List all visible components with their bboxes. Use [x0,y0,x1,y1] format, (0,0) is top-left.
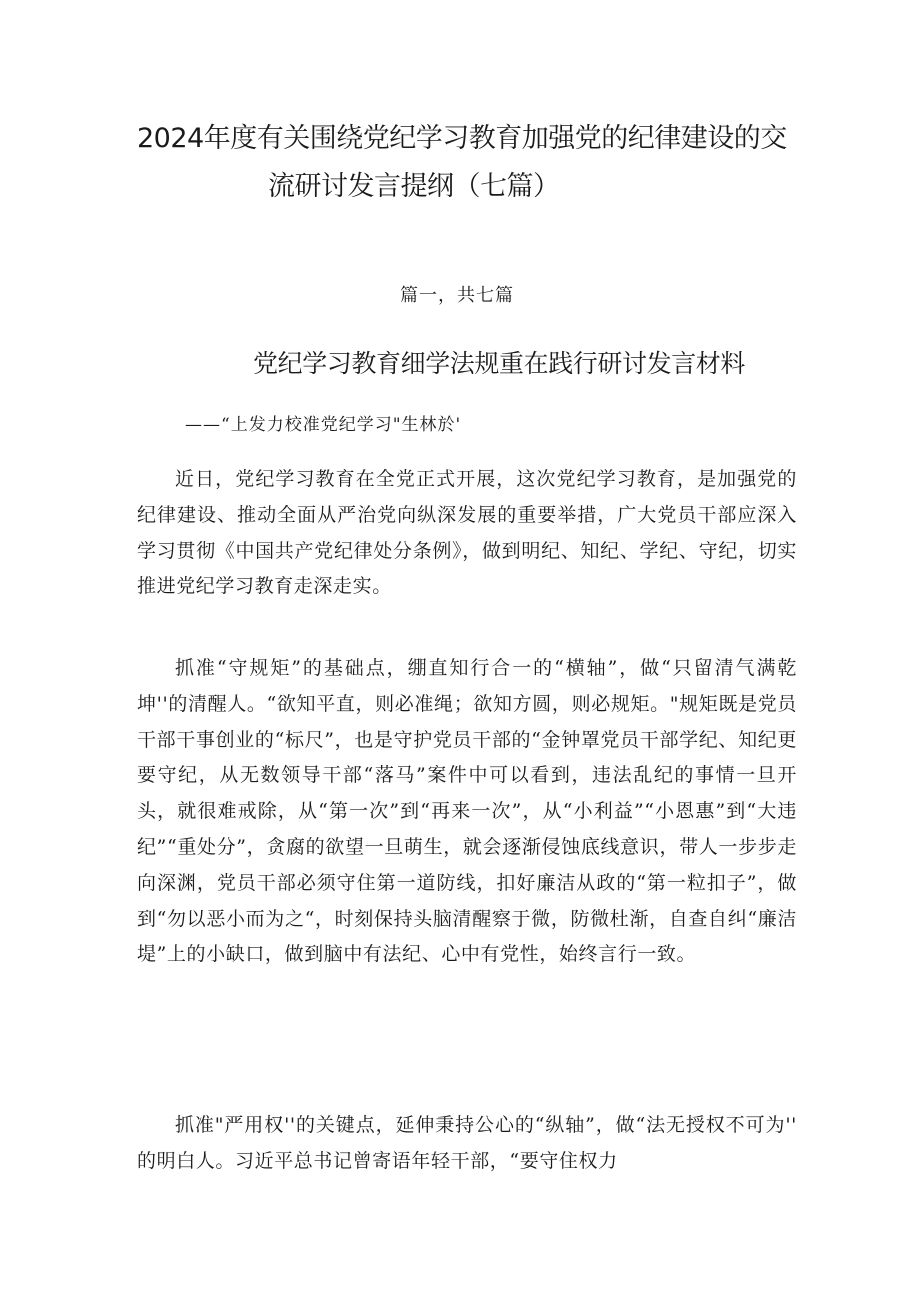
document-title-line-2: 流研讨发言提纲（七篇） [268,171,560,202]
body-paragraph-3: 抓准"严用权''的关键点，延伸秉持公心的“纵轴”，做“法无授权不可为'' 的明白人。习近平总书记曾寄语年轻干部，“要守住权力 [137,1114,797,1172]
body-paragraph-2: 抓准“守规矩”的基础点，绷直知行合一的“横轴”，做“只留清气满乾坤''的清醒人。“欲知平直，则必准绳；欲知方圆，则必规矩。"规矩既是党员干部干事创业的“标尺”，也是守护党员干部的“金钟罩党员干部学纪、知纪更要守纪，从无数领导干部“落马”案件中可以看到，违法乱纪的事情一旦开头，就很难戒除，从“第一次”到“再来一次”，从“小利益”“小恩惠”到“大违纪”“重处分”，贪腐的欲望一旦萌生，就会逐渐侵蚀底线意识，带人一步步走向深渊，党员干部必须守住第一道防线，扣好廉洁从政的“第一粒扣子”，做到“勿以恶小而为之“，时刻保持头脑清醒察于微，防微杜渐，自查自纠“廉洁堤”上的小缺口，做到脑中有法纪、心中有党性，始终言行一致。 [137,657,797,966]
section-label: 篇一，共七篇 [400,285,514,306]
document-title-line-1: 2024年度有关围绕党纪学习教育加强党的纪律建设的交 [137,123,787,154]
byline: ——“上发力校准党纪学习"生林於' [185,415,462,435]
body-paragraph-1: 近日，党纪学习教育在全党正式开展，这次党纪学习教育，是加强党的纪律建设、推动全面从严治党向纵深发展的重要举措，广大党员干部应深入学习贯彻《中国共产党纪律处分条例》，做到明纪、知纪、学纪、守纪，切实推进党纪学习教育走深走实。 [137,468,797,598]
article-title: 党纪学习教育细学法规重在践行研讨发言材料 [253,349,746,378]
